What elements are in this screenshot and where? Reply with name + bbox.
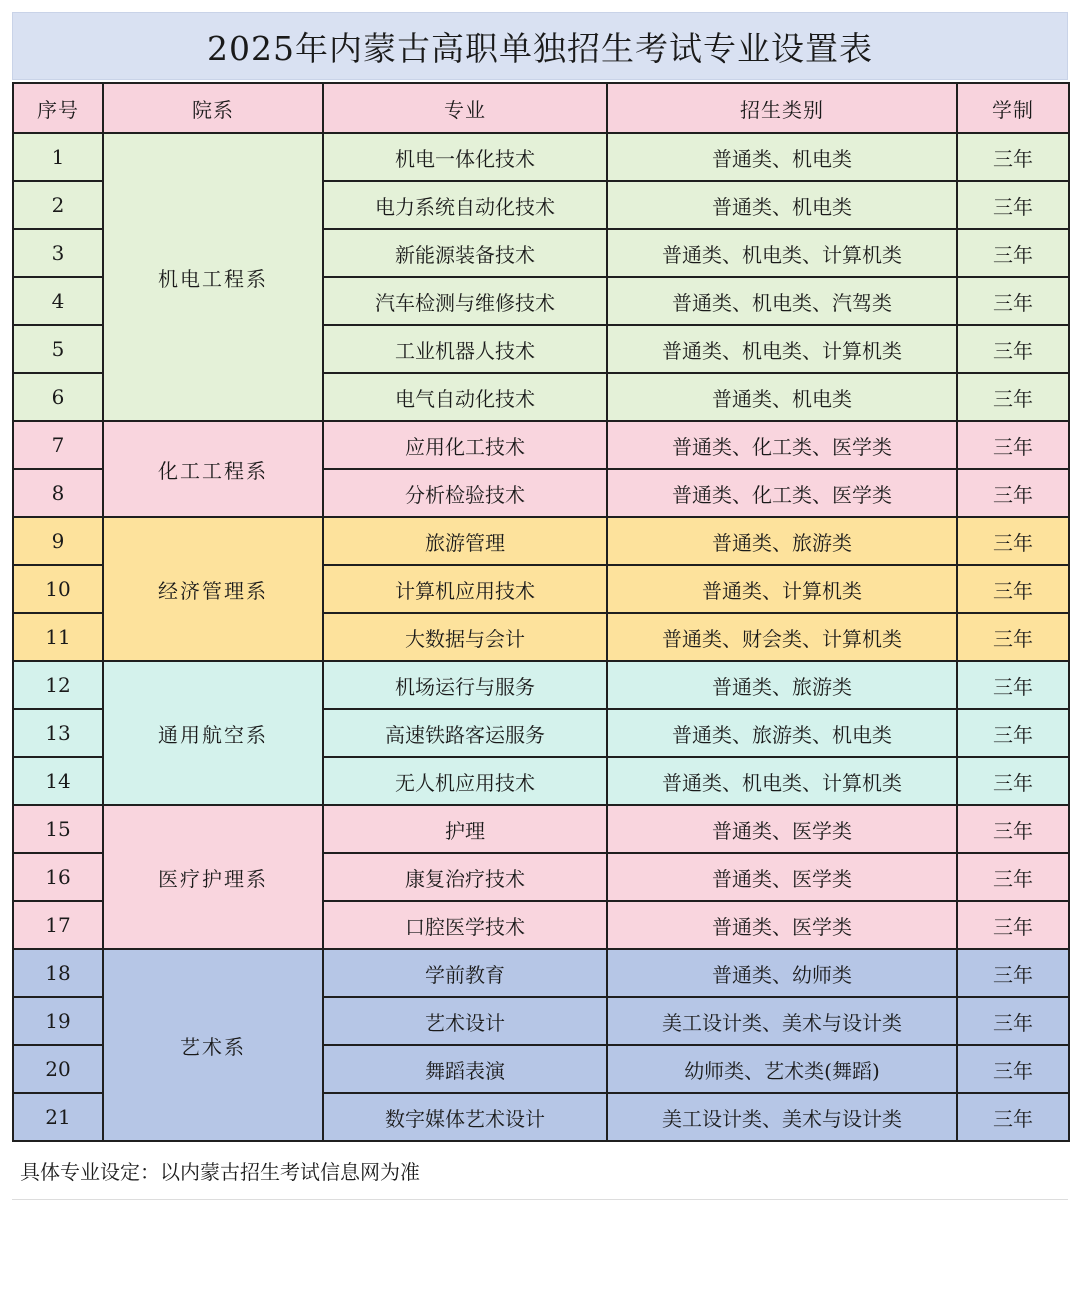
header-major: 专业 — [323, 83, 607, 133]
major-name: 旅游管理 — [323, 517, 607, 565]
enrollment-category: 普通类、机电类 — [607, 133, 957, 181]
study-duration: 三年 — [957, 325, 1069, 373]
enrollment-category: 普通类、计算机类 — [607, 565, 957, 613]
study-duration: 三年 — [957, 853, 1069, 901]
enrollment-category: 普通类、机电类、计算机类 — [607, 757, 957, 805]
row-number: 21 — [13, 1093, 103, 1141]
study-duration: 三年 — [957, 1093, 1069, 1141]
study-duration: 三年 — [957, 613, 1069, 661]
header-duration: 学制 — [957, 83, 1069, 133]
study-duration: 三年 — [957, 277, 1069, 325]
study-duration: 三年 — [957, 805, 1069, 853]
enrollment-category: 普通类、化工类、医学类 — [607, 469, 957, 517]
study-duration: 三年 — [957, 997, 1069, 1045]
study-duration: 三年 — [957, 229, 1069, 277]
major-name: 新能源装备技术 — [323, 229, 607, 277]
row-number: 13 — [13, 709, 103, 757]
department-name: 机电工程系 — [103, 133, 323, 421]
department-name: 经济管理系 — [103, 517, 323, 661]
major-name: 舞蹈表演 — [323, 1045, 607, 1093]
enrollment-category: 普通类、幼师类 — [607, 949, 957, 997]
enrollment-category: 美工设计类、美术与设计类 — [607, 1093, 957, 1141]
table-row — [13, 805, 1069, 853]
department-name: 通用航空系 — [103, 661, 323, 805]
major-name: 电气自动化技术 — [323, 373, 607, 421]
study-duration: 三年 — [957, 373, 1069, 421]
majors-table — [12, 82, 1070, 1142]
study-duration: 三年 — [957, 709, 1069, 757]
row-number: 16 — [13, 853, 103, 901]
row-number: 18 — [13, 949, 103, 997]
study-duration: 三年 — [957, 757, 1069, 805]
enrollment-category: 普通类、医学类 — [607, 853, 957, 901]
study-duration: 三年 — [957, 901, 1069, 949]
header-department: 院系 — [103, 83, 323, 133]
study-duration: 三年 — [957, 661, 1069, 709]
row-number: 15 — [13, 805, 103, 853]
major-name: 高速铁路客运服务 — [323, 709, 607, 757]
study-duration: 三年 — [957, 949, 1069, 997]
table-row — [13, 661, 1069, 709]
table-body — [13, 133, 1069, 1141]
major-name: 学前教育 — [323, 949, 607, 997]
enrollment-category: 普通类、机电类、汽驾类 — [607, 277, 957, 325]
department-name: 医疗护理系 — [103, 805, 323, 949]
enrollment-category: 普通类、化工类、医学类 — [607, 421, 957, 469]
major-name: 汽车检测与维修技术 — [323, 277, 607, 325]
major-name: 艺术设计 — [323, 997, 607, 1045]
study-duration: 三年 — [957, 181, 1069, 229]
major-name: 护理 — [323, 805, 607, 853]
study-duration: 三年 — [957, 517, 1069, 565]
table-row — [13, 133, 1069, 181]
row-number: 2 — [13, 181, 103, 229]
major-name: 应用化工技术 — [323, 421, 607, 469]
enrollment-category: 普通类、旅游类 — [607, 661, 957, 709]
table-row — [13, 421, 1069, 469]
enrollment-category: 普通类、财会类、计算机类 — [607, 613, 957, 661]
row-number: 5 — [13, 325, 103, 373]
major-name: 大数据与会计 — [323, 613, 607, 661]
footer-note: 具体专业设定：以内蒙古招生考试信息网为准 — [12, 1142, 1068, 1200]
row-number: 8 — [13, 469, 103, 517]
major-name: 分析检验技术 — [323, 469, 607, 517]
row-number: 7 — [13, 421, 103, 469]
row-number: 6 — [13, 373, 103, 421]
major-name: 工业机器人技术 — [323, 325, 607, 373]
department-name: 化工工程系 — [103, 421, 323, 517]
enrollment-category: 普通类、旅游类 — [607, 517, 957, 565]
enrollment-category: 幼师类、艺术类(舞蹈) — [607, 1045, 957, 1093]
major-name: 康复治疗技术 — [323, 853, 607, 901]
enrollment-category: 普通类、医学类 — [607, 805, 957, 853]
row-number: 17 — [13, 901, 103, 949]
enrollment-category: 普通类、机电类 — [607, 373, 957, 421]
enrollment-category: 美工设计类、美术与设计类 — [607, 997, 957, 1045]
study-duration: 三年 — [957, 1045, 1069, 1093]
study-duration: 三年 — [957, 421, 1069, 469]
header-no: 序号 — [13, 83, 103, 133]
row-number: 10 — [13, 565, 103, 613]
study-duration: 三年 — [957, 565, 1069, 613]
major-name: 机场运行与服务 — [323, 661, 607, 709]
enrollment-category: 普通类、机电类 — [607, 181, 957, 229]
department-name: 艺术系 — [103, 949, 323, 1141]
row-number: 14 — [13, 757, 103, 805]
enrollment-category: 普通类、机电类、计算机类 — [607, 229, 957, 277]
row-number: 4 — [13, 277, 103, 325]
row-number: 1 — [13, 133, 103, 181]
enrollment-category: 普通类、医学类 — [607, 901, 957, 949]
spreadsheet — [12, 12, 1068, 1200]
major-name: 计算机应用技术 — [323, 565, 607, 613]
header-row — [13, 83, 1069, 133]
row-number: 12 — [13, 661, 103, 709]
study-duration: 三年 — [957, 469, 1069, 517]
major-name: 口腔医学技术 — [323, 901, 607, 949]
major-name: 电力系统自动化技术 — [323, 181, 607, 229]
header-category: 招生类别 — [607, 83, 957, 133]
table-row — [13, 949, 1069, 997]
enrollment-category: 普通类、旅游类、机电类 — [607, 709, 957, 757]
enrollment-category: 普通类、机电类、计算机类 — [607, 325, 957, 373]
major-name: 无人机应用技术 — [323, 757, 607, 805]
table-row — [13, 517, 1069, 565]
row-number: 19 — [13, 997, 103, 1045]
row-number: 20 — [13, 1045, 103, 1093]
study-duration: 三年 — [957, 133, 1069, 181]
row-number: 9 — [13, 517, 103, 565]
row-number: 11 — [13, 613, 103, 661]
row-number: 3 — [13, 229, 103, 277]
table-title: 2025年内蒙古高职单独招生考试专业设置表 — [12, 12, 1068, 80]
major-name: 数字媒体艺术设计 — [323, 1093, 607, 1141]
major-name: 机电一体化技术 — [323, 133, 607, 181]
